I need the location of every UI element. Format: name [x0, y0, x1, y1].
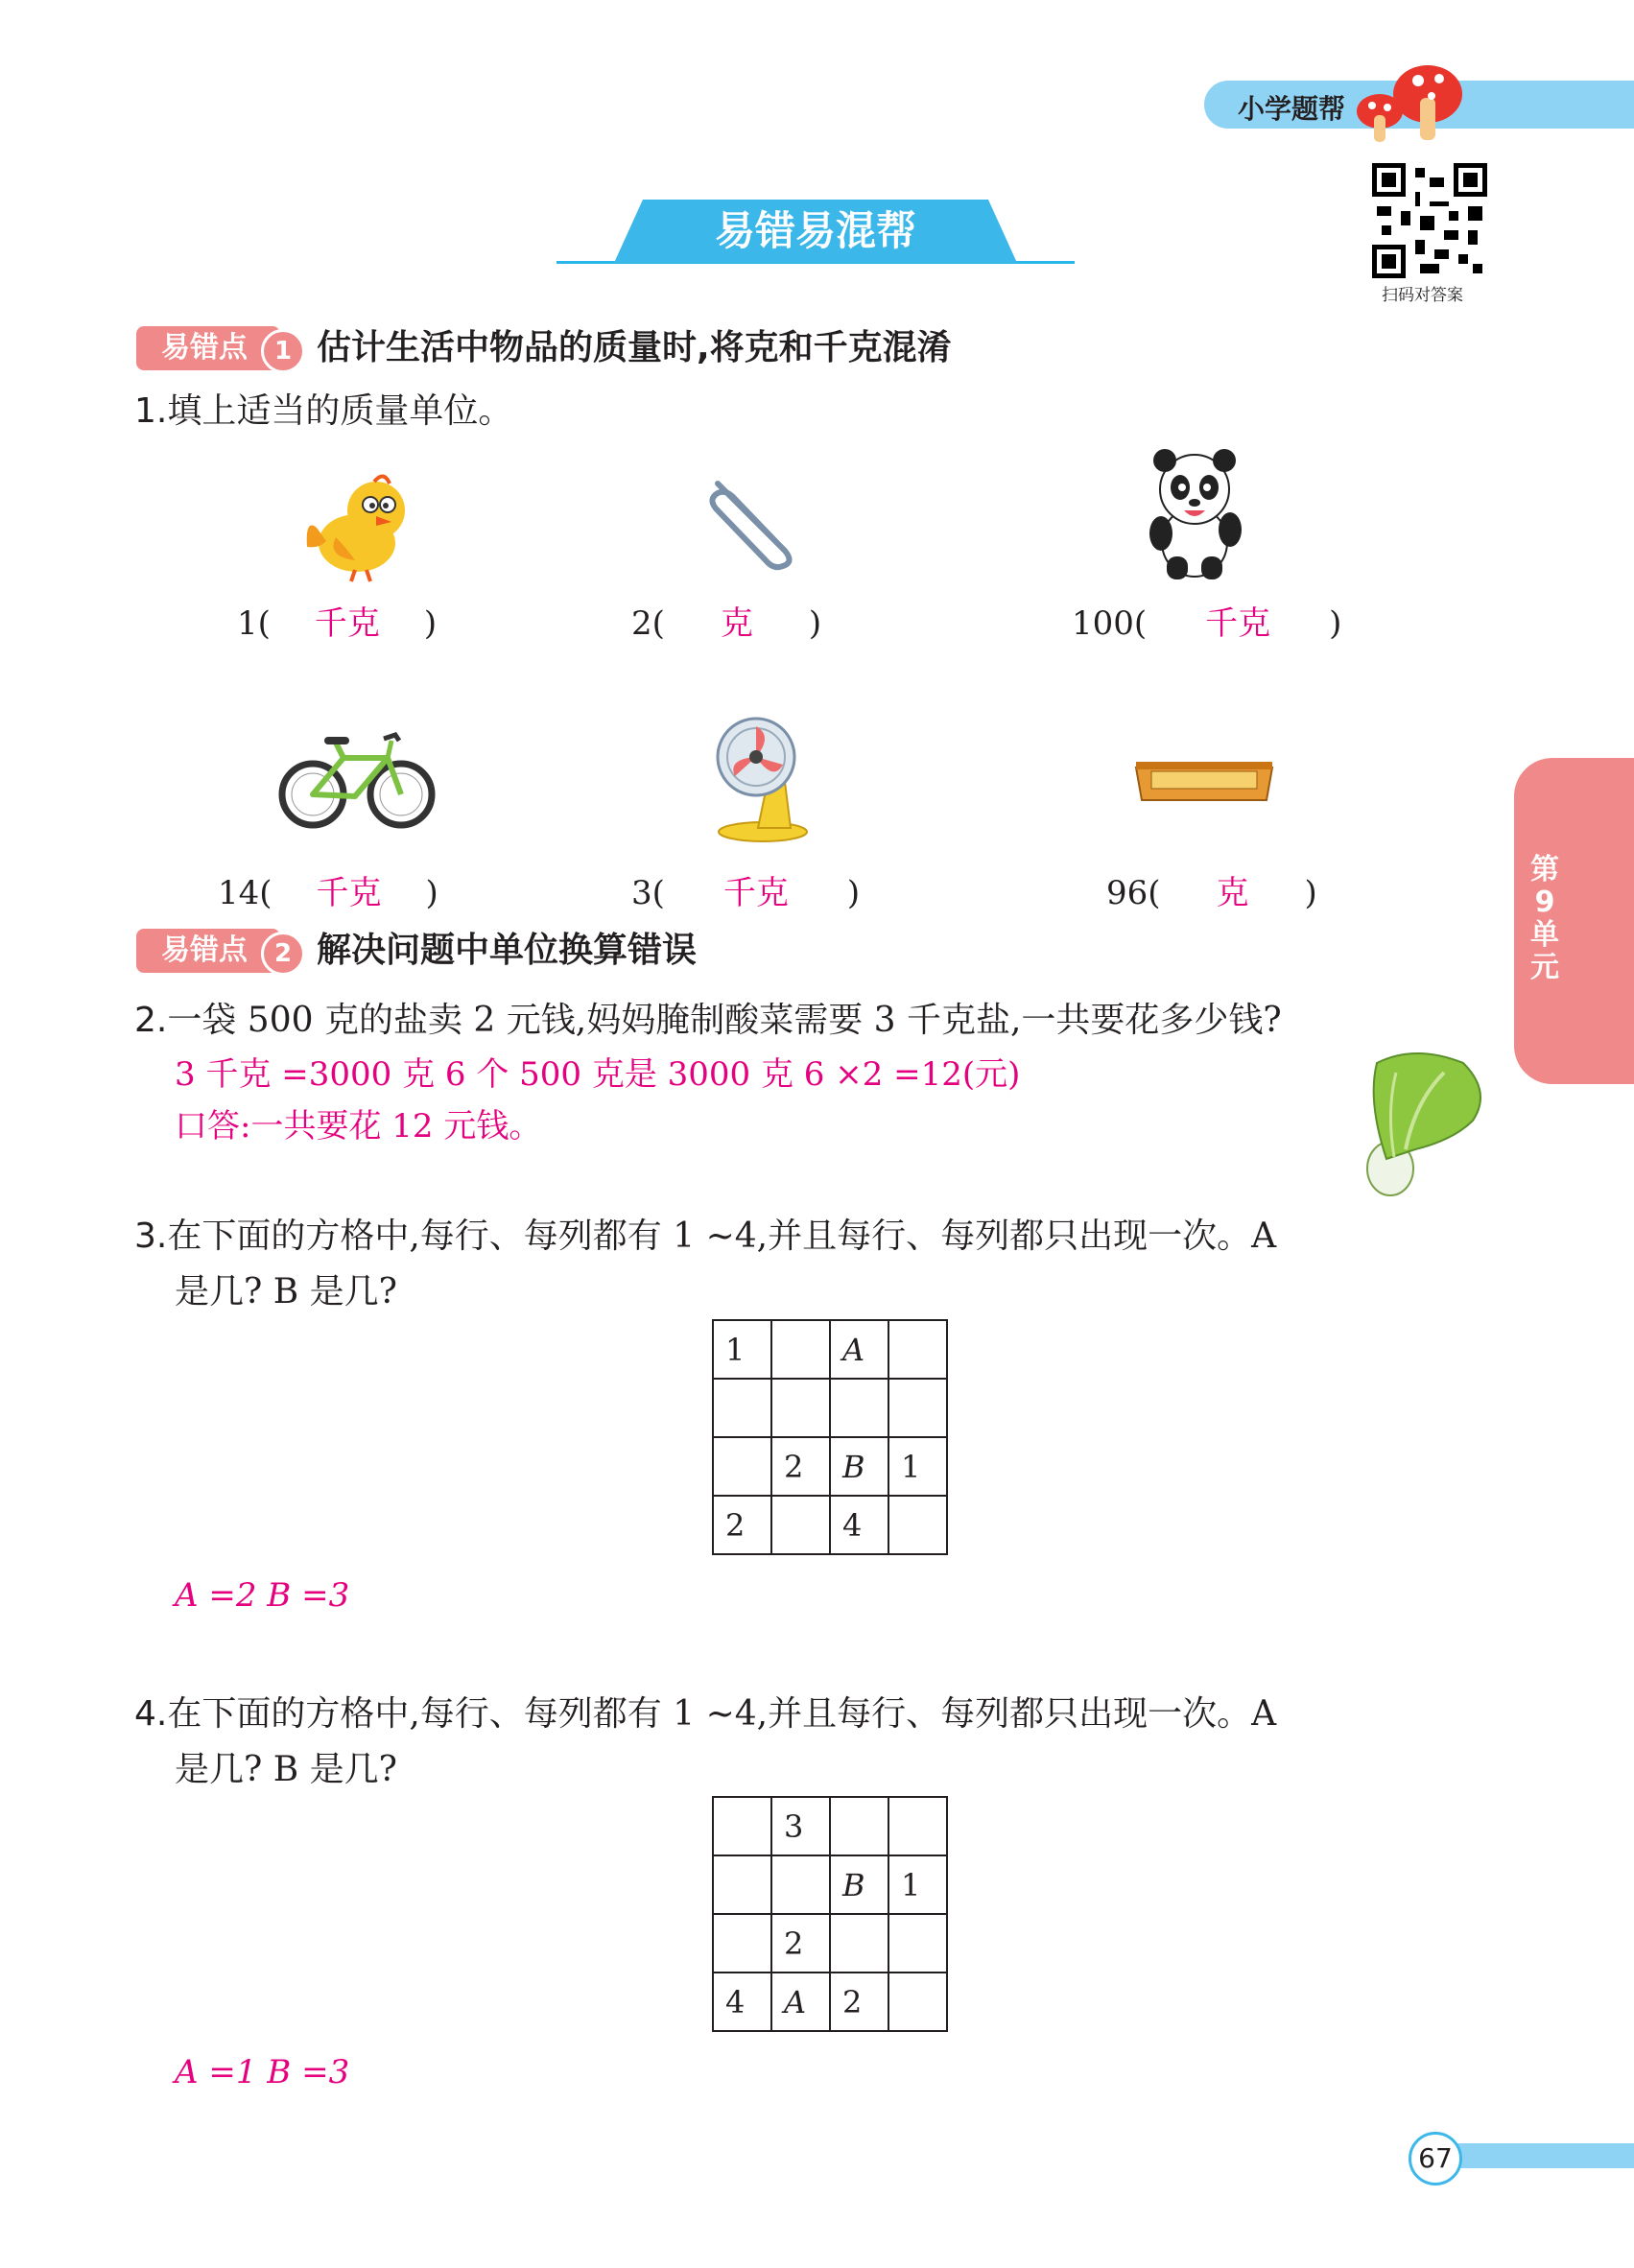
grid-cell — [713, 1797, 771, 1855]
tag-label: 易错点 — [161, 331, 248, 365]
item-value: 2( — [631, 604, 665, 643]
brand-label: 小学题帮 — [1238, 93, 1346, 125]
grid-cell: 2 — [771, 1437, 830, 1496]
grid-cell — [771, 1379, 830, 1437]
item-pencil-box-label — [1106, 866, 1317, 913]
q4-answer: A =1 B =3 — [175, 2053, 350, 2091]
item-close: ) — [1329, 604, 1342, 643]
grid-cell: A — [830, 1320, 888, 1379]
question-3 — [134, 1209, 1276, 1258]
item-close: ) — [808, 604, 822, 643]
fan-icon — [710, 715, 816, 844]
item-chick-label — [237, 597, 437, 644]
item-value: 96( — [1106, 874, 1161, 912]
grid-cell: 2 — [771, 1914, 830, 1973]
item-answer: 千克 — [1205, 604, 1271, 643]
unit-label-char: 单 — [1530, 918, 1559, 952]
grid-cell — [888, 1797, 947, 1855]
bicycle-icon — [278, 720, 437, 835]
error-point-1 — [136, 326, 1096, 370]
grid-cell: B — [830, 1855, 888, 1914]
tag-number: 2 — [261, 932, 305, 976]
grid-cell — [771, 1320, 830, 1379]
grid-row — [713, 1496, 947, 1554]
grid-cell — [888, 1320, 947, 1379]
grid-cell: A — [771, 1973, 830, 2031]
q3-answer: A =2 B =3 — [175, 1576, 350, 1615]
grid-cell: B — [830, 1437, 888, 1496]
item-panda-label — [1072, 597, 1341, 644]
grid-cell — [771, 1496, 830, 1554]
item-answer: 千克 — [722, 874, 789, 912]
grid-cell — [713, 1914, 771, 1973]
question-1 — [134, 384, 512, 433]
question-4 — [134, 1687, 1276, 1736]
grid-cell — [830, 1914, 888, 1973]
item-fan-label — [631, 866, 860, 913]
q2-answer-reply: 口答:一共要花 12 元钱。 — [175, 1107, 542, 1146]
item-answer: 克 — [1216, 874, 1249, 912]
unit-label-char: 第 — [1530, 853, 1559, 886]
question-4-line2: 是几? B 是几? — [175, 1750, 397, 1789]
grid-row — [713, 1914, 947, 1973]
item-answer: 千克 — [316, 874, 382, 912]
unit-label — [1526, 854, 1564, 984]
grid-cell — [830, 1797, 888, 1855]
error-point-title: 估计生活中物品的质量时,将克和千克混淆 — [317, 328, 952, 367]
question-number: 1. — [134, 391, 168, 431]
grid-cell — [888, 1914, 947, 1973]
item-close: ) — [423, 604, 438, 643]
tag-label: 易错点 — [161, 933, 248, 967]
grid-row — [713, 1855, 947, 1914]
grid-cell — [713, 1379, 771, 1437]
q4-grid — [712, 1796, 948, 2032]
grid-cell: 4 — [713, 1973, 771, 2031]
item-close: ) — [846, 874, 861, 912]
grid-cell: 3 — [771, 1797, 830, 1855]
question-text: 填上适当的质量单位。 — [167, 391, 513, 431]
qr-code-icon[interactable] — [1372, 163, 1487, 278]
grid-row — [713, 1973, 947, 2031]
item-value: 14( — [218, 874, 272, 912]
banner-title: 易错易混帮 — [714, 207, 916, 254]
q3-grid — [712, 1319, 948, 1555]
question-text: 在下面的方格中,每行、每列都有 1 ~4,并且每行、每列都只出现一次。A — [167, 1694, 1277, 1734]
grid-cell — [713, 1855, 771, 1914]
question-number: 2. — [134, 1001, 168, 1040]
item-answer: 克 — [720, 604, 753, 643]
question-text: 在下面的方格中,每行、每列都有 1 ~4,并且每行、每列都只出现一次。A — [167, 1217, 1277, 1256]
chick-icon — [297, 461, 422, 585]
grid-cell — [888, 1973, 947, 2031]
error-point-2 — [136, 929, 1096, 973]
grid-cell: 2 — [830, 1973, 888, 2031]
grid-cell: 2 — [713, 1496, 771, 1554]
grid-cell — [830, 1379, 888, 1437]
pencil-box-icon — [1132, 758, 1276, 806]
grid-cell — [888, 1379, 947, 1437]
panda-icon — [1142, 441, 1247, 585]
item-value: 3( — [631, 874, 665, 912]
grid-row — [713, 1797, 947, 1855]
error-point-title: 解决问题中单位换算错误 — [317, 931, 698, 970]
question-number: 4. — [134, 1694, 168, 1734]
q2-answer-calc: 3 千克 =3000 克 6 个 500 克是 3000 克 6 ×2 =12(元) — [175, 1055, 1021, 1094]
mushroom-icon — [1343, 56, 1468, 144]
grid-row — [713, 1379, 947, 1437]
qr-caption: 扫码对答案 — [1382, 286, 1463, 305]
grid-row — [713, 1437, 947, 1496]
grid-cell: 1 — [888, 1855, 947, 1914]
item-value: 1( — [237, 604, 271, 643]
page-number: 67 — [1409, 2132, 1462, 2185]
grid-cell — [888, 1496, 947, 1554]
item-close: ) — [1304, 874, 1317, 912]
grid-cell — [713, 1437, 771, 1496]
question-number: 3. — [134, 1217, 168, 1256]
tag-number: 1 — [261, 329, 305, 373]
item-paperclip-label — [631, 597, 821, 644]
item-value: 100( — [1072, 604, 1148, 643]
cabbage-icon — [1348, 1044, 1492, 1197]
question-2 — [134, 993, 1282, 1042]
grid-cell: 4 — [830, 1496, 888, 1554]
question-3-line2: 是几? B 是几? — [175, 1272, 397, 1311]
grid-cell: 1 — [713, 1320, 771, 1379]
item-answer: 千克 — [314, 604, 380, 643]
grid-cell — [771, 1855, 830, 1914]
grid-row — [713, 1320, 947, 1379]
item-bicycle-label — [218, 866, 438, 913]
item-close: ) — [425, 874, 438, 912]
question-text: 一袋 500 克的盐卖 2 元钱,妈妈腌制酸菜需要 3 千克盐,一共要花多少钱? — [167, 1001, 1282, 1040]
grid-cell: 1 — [888, 1437, 947, 1496]
unit-label-char: 9 — [1534, 886, 1555, 919]
paperclip-icon — [699, 470, 804, 576]
unit-label-char: 元 — [1530, 951, 1559, 984]
